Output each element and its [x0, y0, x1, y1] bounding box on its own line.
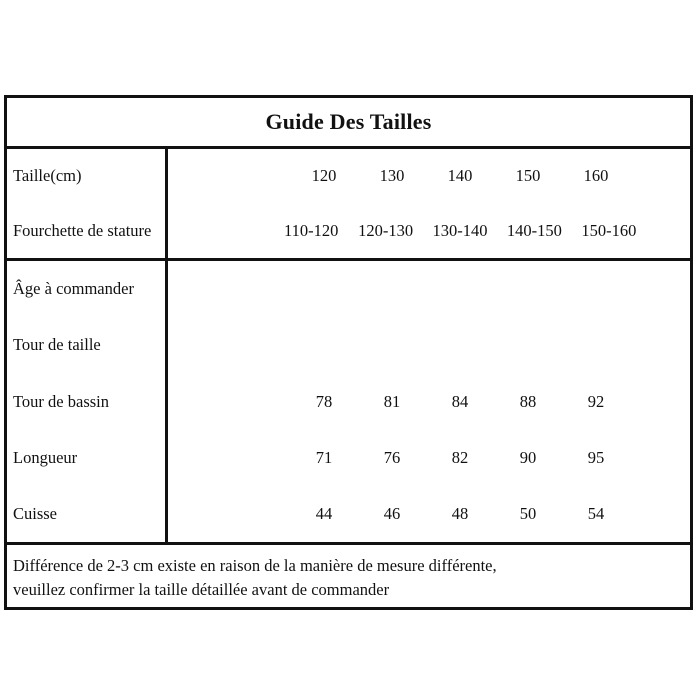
- row-label: Taille(cm): [13, 166, 82, 186]
- table-cell: 88: [519, 391, 537, 411]
- label-column-measurements: [7, 261, 168, 542]
- table-cell: 95: [587, 447, 605, 467]
- data-column-measurements: [168, 261, 690, 542]
- row-values: [168, 204, 690, 259]
- table-title-row: [7, 98, 690, 149]
- table-cell: 48: [451, 503, 469, 523]
- table-cell: 150: [515, 166, 541, 186]
- row-values: [168, 149, 690, 204]
- table-body: [7, 149, 690, 545]
- table-cell: 160: [583, 166, 609, 186]
- row-label: Tour de taille: [13, 335, 101, 355]
- table-cell: 76: [383, 447, 401, 467]
- table-cell: 92: [587, 391, 605, 411]
- row-values: [168, 430, 690, 486]
- table-cell: 82: [451, 447, 469, 467]
- row-values: [168, 261, 690, 317]
- data-column-sizing: [168, 149, 690, 258]
- table-cell: 120-130: [358, 220, 414, 240]
- table-cell: 81: [383, 391, 401, 411]
- row-label: Fourchette de stature: [13, 220, 152, 240]
- row-values: [168, 486, 690, 542]
- table-cell: 120: [311, 166, 337, 186]
- row-group-sizing: [7, 149, 690, 261]
- row-label: Tour de bassin: [13, 391, 109, 411]
- table-cell: 71: [315, 447, 333, 467]
- table-cell: 150-160: [581, 220, 637, 240]
- row-label: Âge à commander: [13, 279, 134, 299]
- table-cell: 90: [519, 447, 537, 467]
- table-cell: 84: [451, 391, 469, 411]
- row-label: Cuisse: [13, 503, 58, 523]
- row-values: [168, 373, 690, 429]
- table-cell: 140: [447, 166, 473, 186]
- row-group-measurements: [7, 261, 690, 545]
- table-cell: 78: [315, 391, 333, 411]
- row-values: [168, 317, 690, 373]
- row-label: Longueur: [13, 447, 78, 467]
- footnote-line-2: veuillez confirmer la taille détaillée avant de commander: [13, 580, 390, 599]
- table-cell: 110-120: [284, 220, 339, 240]
- label-column-sizing: [7, 149, 168, 258]
- table-cell: 54: [587, 503, 605, 523]
- page-title: Guide Des Tailles: [265, 109, 432, 134]
- footnote-line-1: Différence de 2-3 cm existe en raison de la manière de mesure différente,: [13, 556, 497, 576]
- table-cell: 140-150: [506, 220, 562, 240]
- table-cell: 44: [315, 503, 333, 523]
- table-cell: 50: [519, 503, 537, 523]
- table-cell: 130-140: [432, 220, 488, 240]
- table-cell: 130: [379, 166, 405, 186]
- size-guide-table: [4, 95, 693, 610]
- table-footnote: [7, 545, 690, 607]
- table-cell: 46: [383, 503, 401, 523]
